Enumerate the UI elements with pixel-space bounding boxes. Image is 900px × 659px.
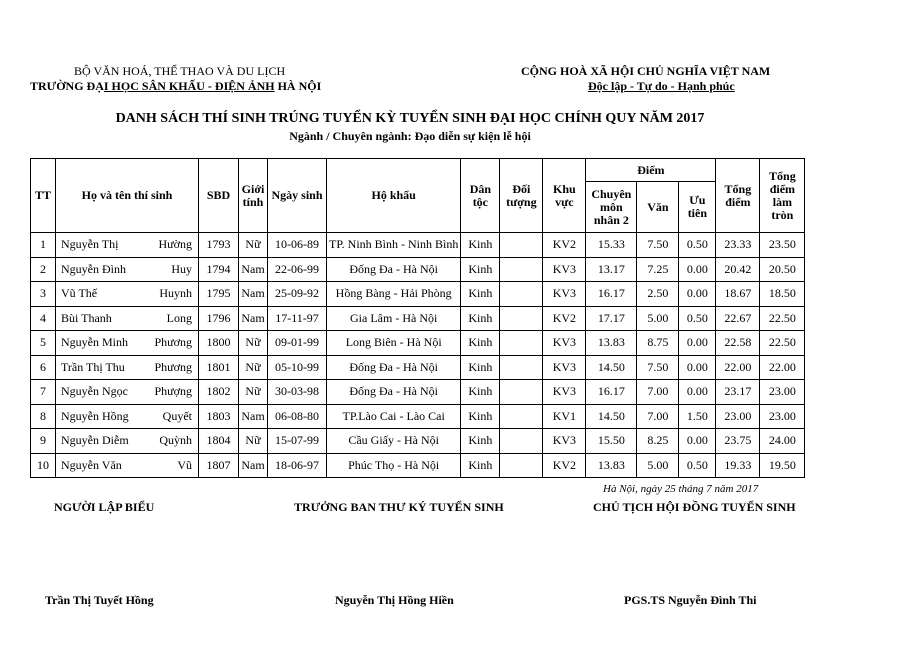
cell-full-name	[56, 380, 199, 405]
signer-secretary-head: Nguyễn Thị Hồng Hiền	[335, 593, 454, 607]
header-sbd: SBD	[199, 159, 239, 233]
cell-ethnic: Kinh	[461, 282, 500, 307]
cell-tt: 4	[31, 306, 56, 331]
cell-lit-score: 5.00	[637, 453, 679, 478]
cell-region: KV2	[543, 233, 586, 258]
cell-full-name	[56, 282, 199, 307]
table-row	[31, 429, 805, 454]
cell-total-score: 22.58	[716, 331, 760, 356]
cell-last-name: Phượng	[154, 384, 192, 399]
signing-date: Hà Nội, ngày 25 tháng 7 năm 2017	[603, 483, 759, 495]
cell-priority-score: 0.00	[679, 380, 716, 405]
cell-last-name: Phương	[154, 335, 192, 350]
cell-last-name: Quyết	[162, 408, 192, 423]
cell-region: KV3	[543, 282, 586, 307]
cell-target	[500, 380, 543, 405]
cell-total-score: 22.67	[716, 306, 760, 331]
cell-ethnic: Kinh	[461, 429, 500, 454]
cell-gender: Nam	[239, 404, 268, 429]
cell-major-score: 13.17	[586, 257, 637, 282]
cell-tt: 3	[31, 282, 56, 307]
cell-total-score: 20.42	[716, 257, 760, 282]
header-score-group: Điểm	[586, 159, 716, 182]
admission-table	[30, 158, 805, 478]
cell-region: KV3	[543, 331, 586, 356]
cell-rounded-score: 22.50	[760, 306, 805, 331]
cell-address: Cầu Giấy - Hà Nội	[327, 429, 461, 454]
cell-major-score: 15.50	[586, 429, 637, 454]
cell-gender: Nam	[239, 306, 268, 331]
school-name	[30, 79, 321, 94]
cell-last-name: Long	[166, 310, 192, 325]
cell-priority-score: 0.00	[679, 282, 716, 307]
cell-sbd: 1807	[199, 453, 239, 478]
cell-address: Đống Đa - Hà Nội	[327, 380, 461, 405]
role-council-chair: CHỦ TỊCH HỘI ĐỒNG TUYỂN SINH	[593, 500, 796, 514]
cell-last-name: Quỳnh	[159, 433, 192, 448]
header-rounded: Tổng điểm làm tròn	[760, 159, 805, 233]
cell-major-score: 14.50	[586, 355, 637, 380]
cell-major-score: 15.33	[586, 233, 637, 258]
cell-target	[500, 404, 543, 429]
cell-rounded-score: 23.00	[760, 404, 805, 429]
cell-address: TP. Ninh Bình - Ninh Bình	[327, 233, 461, 258]
cell-tt: 7	[31, 380, 56, 405]
header-priority: Ưu tiên	[679, 182, 716, 233]
cell-lit-score: 5.00	[637, 306, 679, 331]
table-row	[31, 233, 805, 258]
cell-first-name: Nguyễn Minh	[61, 335, 128, 350]
cell-first-name: Nguyễn Thị	[61, 237, 119, 252]
cell-tt: 1	[31, 233, 56, 258]
cell-target	[500, 282, 543, 307]
cell-tt: 2	[31, 257, 56, 282]
header-lit: Văn	[637, 182, 679, 233]
cell-address: Gia Lâm - Hà Nội	[327, 306, 461, 331]
table-row	[31, 453, 805, 478]
cell-first-name: Bùi Thanh	[61, 310, 112, 325]
cell-tt: 10	[31, 453, 56, 478]
cell-address: Long Biên - Hà Nội	[327, 331, 461, 356]
cell-tt: 6	[31, 355, 56, 380]
cell-target	[500, 453, 543, 478]
header-name: Họ và tên thí sinh	[56, 159, 199, 233]
cell-last-name: Hường	[158, 237, 192, 252]
national-motto: Độc lập - Tự do - Hạnh phúc	[588, 79, 735, 93]
cell-first-name: Nguyễn Ngọc	[61, 384, 128, 399]
cell-lit-score: 7.25	[637, 257, 679, 282]
cell-sbd: 1796	[199, 306, 239, 331]
cell-target	[500, 306, 543, 331]
cell-sbd: 1804	[199, 429, 239, 454]
table-row	[31, 331, 805, 356]
cell-sbd: 1803	[199, 404, 239, 429]
cell-first-name: Trần Thị Thu	[61, 359, 125, 374]
cell-dob: 09-01-99	[268, 331, 327, 356]
cell-total-score: 23.17	[716, 380, 760, 405]
cell-gender: Nữ	[239, 233, 268, 258]
cell-first-name: Vũ Thế	[61, 286, 98, 301]
cell-priority-score: 0.00	[679, 331, 716, 356]
cell-total-score: 23.00	[716, 404, 760, 429]
header-region: Khu vực	[543, 159, 586, 233]
cell-full-name	[56, 429, 199, 454]
cell-dob: 05-10-99	[268, 355, 327, 380]
cell-priority-score: 1.50	[679, 404, 716, 429]
cell-ethnic: Kinh	[461, 306, 500, 331]
nation-name: CỘNG HOÀ XÃ HỘI CHỦ NGHĨA VIỆT NAM	[521, 64, 771, 78]
cell-ethnic: Kinh	[461, 404, 500, 429]
cell-dob: 18-06-97	[268, 453, 327, 478]
cell-full-name	[56, 306, 199, 331]
cell-full-name	[56, 331, 199, 356]
table-row	[31, 404, 805, 429]
cell-lit-score: 7.50	[637, 233, 679, 258]
cell-region: KV3	[543, 380, 586, 405]
cell-ethnic: Kinh	[461, 380, 500, 405]
cell-target	[500, 257, 543, 282]
cell-gender: Nữ	[239, 429, 268, 454]
cell-major-score: 16.17	[586, 282, 637, 307]
cell-rounded-score: 22.00	[760, 355, 805, 380]
cell-rounded-score: 20.50	[760, 257, 805, 282]
cell-full-name	[56, 404, 199, 429]
cell-gender: Nam	[239, 282, 268, 307]
cell-ethnic: Kinh	[461, 453, 500, 478]
cell-first-name: Nguyễn Hồng	[61, 408, 129, 423]
cell-ethnic: Kinh	[461, 257, 500, 282]
cell-region: KV3	[543, 257, 586, 282]
cell-sbd: 1794	[199, 257, 239, 282]
cell-last-name: Vũ	[177, 457, 192, 472]
cell-sbd: 1802	[199, 380, 239, 405]
cell-target	[500, 331, 543, 356]
cell-priority-score: 0.50	[679, 453, 716, 478]
table-row	[31, 380, 805, 405]
cell-first-name: Nguyễn Văn	[61, 457, 122, 472]
cell-last-name: Phương	[154, 359, 192, 374]
role-preparer: NGƯỜI LẬP BIỂU	[54, 500, 155, 514]
cell-first-name: Nguyễn Diễm	[61, 433, 129, 448]
cell-full-name	[56, 453, 199, 478]
school-name-prefix: TRƯỜNG ĐẠ	[30, 79, 104, 93]
cell-region: KV2	[543, 306, 586, 331]
cell-target	[500, 355, 543, 380]
header-dob: Ngày sinh	[268, 159, 327, 233]
cell-rounded-score: 23.50	[760, 233, 805, 258]
cell-region: KV1	[543, 404, 586, 429]
cell-full-name	[56, 355, 199, 380]
role-secretary-head: TRƯỞNG BAN THƯ KÝ TUYỂN SINH	[294, 500, 504, 514]
header-major: Chuyên môn nhân 2	[586, 182, 637, 233]
cell-tt: 5	[31, 331, 56, 356]
cell-priority-score: 0.00	[679, 257, 716, 282]
cell-first-name: Nguyễn Đình	[61, 261, 126, 276]
cell-dob: 30-03-98	[268, 380, 327, 405]
cell-rounded-score: 24.00	[760, 429, 805, 454]
cell-address: Phúc Thọ - Hà Nội	[327, 453, 461, 478]
cell-gender: Nam	[239, 257, 268, 282]
cell-rounded-score: 23.00	[760, 380, 805, 405]
cell-sbd: 1795	[199, 282, 239, 307]
cell-gender: Nữ	[239, 355, 268, 380]
cell-rounded-score: 18.50	[760, 282, 805, 307]
cell-dob: 25-09-92	[268, 282, 327, 307]
cell-gender: Nữ	[239, 331, 268, 356]
signer-preparer: Trần Thị Tuyết Hồng	[45, 593, 154, 607]
header-target: Đối tượng	[500, 159, 543, 233]
cell-ethnic: Kinh	[461, 331, 500, 356]
header-ethnic: Dân tộc	[461, 159, 500, 233]
table-row	[31, 306, 805, 331]
cell-major-score: 14.50	[586, 404, 637, 429]
cell-major-score: 17.17	[586, 306, 637, 331]
cell-ethnic: Kinh	[461, 355, 500, 380]
cell-lit-score: 8.75	[637, 331, 679, 356]
cell-gender: Nam	[239, 453, 268, 478]
cell-lit-score: 8.25	[637, 429, 679, 454]
cell-total-score: 22.00	[716, 355, 760, 380]
cell-last-name: Huy	[171, 261, 192, 276]
cell-lit-score: 7.50	[637, 355, 679, 380]
cell-last-name: Huynh	[159, 286, 192, 301]
cell-total-score: 18.67	[716, 282, 760, 307]
cell-priority-score: 0.00	[679, 429, 716, 454]
cell-tt: 8	[31, 404, 56, 429]
cell-rounded-score: 22.50	[760, 331, 805, 356]
cell-sbd: 1800	[199, 331, 239, 356]
cell-sbd: 1793	[199, 233, 239, 258]
document-title: DANH SÁCH THÍ SINH TRÚNG TUYỂN KỲ TUYỂN SINH ĐẠI HỌC CHÍNH QUY NĂM 2017	[115, 111, 705, 126]
cell-major-score: 16.17	[586, 380, 637, 405]
cell-address: Đống Đa - Hà Nội	[327, 257, 461, 282]
cell-ethnic: Kinh	[461, 233, 500, 258]
school-name-underlined: I HỌC SÂN KHẤU - ĐIỆN ẢNH	[103, 79, 275, 93]
cell-total-score: 23.33	[716, 233, 760, 258]
cell-target	[500, 233, 543, 258]
cell-tt: 9	[31, 429, 56, 454]
cell-lit-score: 2.50	[637, 282, 679, 307]
cell-region: KV3	[543, 355, 586, 380]
cell-dob: 06-08-80	[268, 404, 327, 429]
cell-target	[500, 429, 543, 454]
cell-dob: 10-06-89	[268, 233, 327, 258]
cell-major-score: 13.83	[586, 331, 637, 356]
cell-total-score: 19.33	[716, 453, 760, 478]
cell-priority-score: 0.00	[679, 355, 716, 380]
cell-address: Đống Đa - Hà Nội	[327, 355, 461, 380]
cell-lit-score: 7.00	[637, 380, 679, 405]
cell-major-score: 13.83	[586, 453, 637, 478]
table-row	[31, 257, 805, 282]
cell-priority-score: 0.50	[679, 306, 716, 331]
cell-dob: 17-11-97	[268, 306, 327, 331]
cell-full-name	[56, 257, 199, 282]
document-subtitle: Ngành / Chuyên ngành: Đạo diễn sự kiện lễ hội	[289, 129, 531, 143]
cell-region: KV3	[543, 429, 586, 454]
cell-dob: 15-07-99	[268, 429, 327, 454]
cell-rounded-score: 19.50	[760, 453, 805, 478]
cell-full-name	[56, 233, 199, 258]
header-total: Tổng điểm	[716, 159, 760, 233]
table-row	[31, 282, 805, 307]
cell-lit-score: 7.00	[637, 404, 679, 429]
cell-gender: Nữ	[239, 380, 268, 405]
header-gender: Giới tính	[239, 159, 268, 233]
table-row	[31, 355, 805, 380]
header-address: Hộ khẩu	[327, 159, 461, 233]
cell-region: KV2	[543, 453, 586, 478]
header-tt: TT	[31, 159, 56, 233]
cell-total-score: 23.75	[716, 429, 760, 454]
ministry-name: BỘ VĂN HOÁ, THỂ THAO VÀ DU LỊCH	[74, 64, 286, 78]
cell-address: TP.Lào Cai - Lào Cai	[327, 404, 461, 429]
cell-address: Hồng Bàng - Hải Phòng	[327, 282, 461, 307]
cell-sbd: 1801	[199, 355, 239, 380]
cell-dob: 22-06-99	[268, 257, 327, 282]
school-name-suffix: HÀ NỘI	[274, 79, 322, 93]
signer-council-chair: PGS.TS Nguyễn Đình Thi	[624, 593, 757, 607]
cell-priority-score: 0.50	[679, 233, 716, 258]
